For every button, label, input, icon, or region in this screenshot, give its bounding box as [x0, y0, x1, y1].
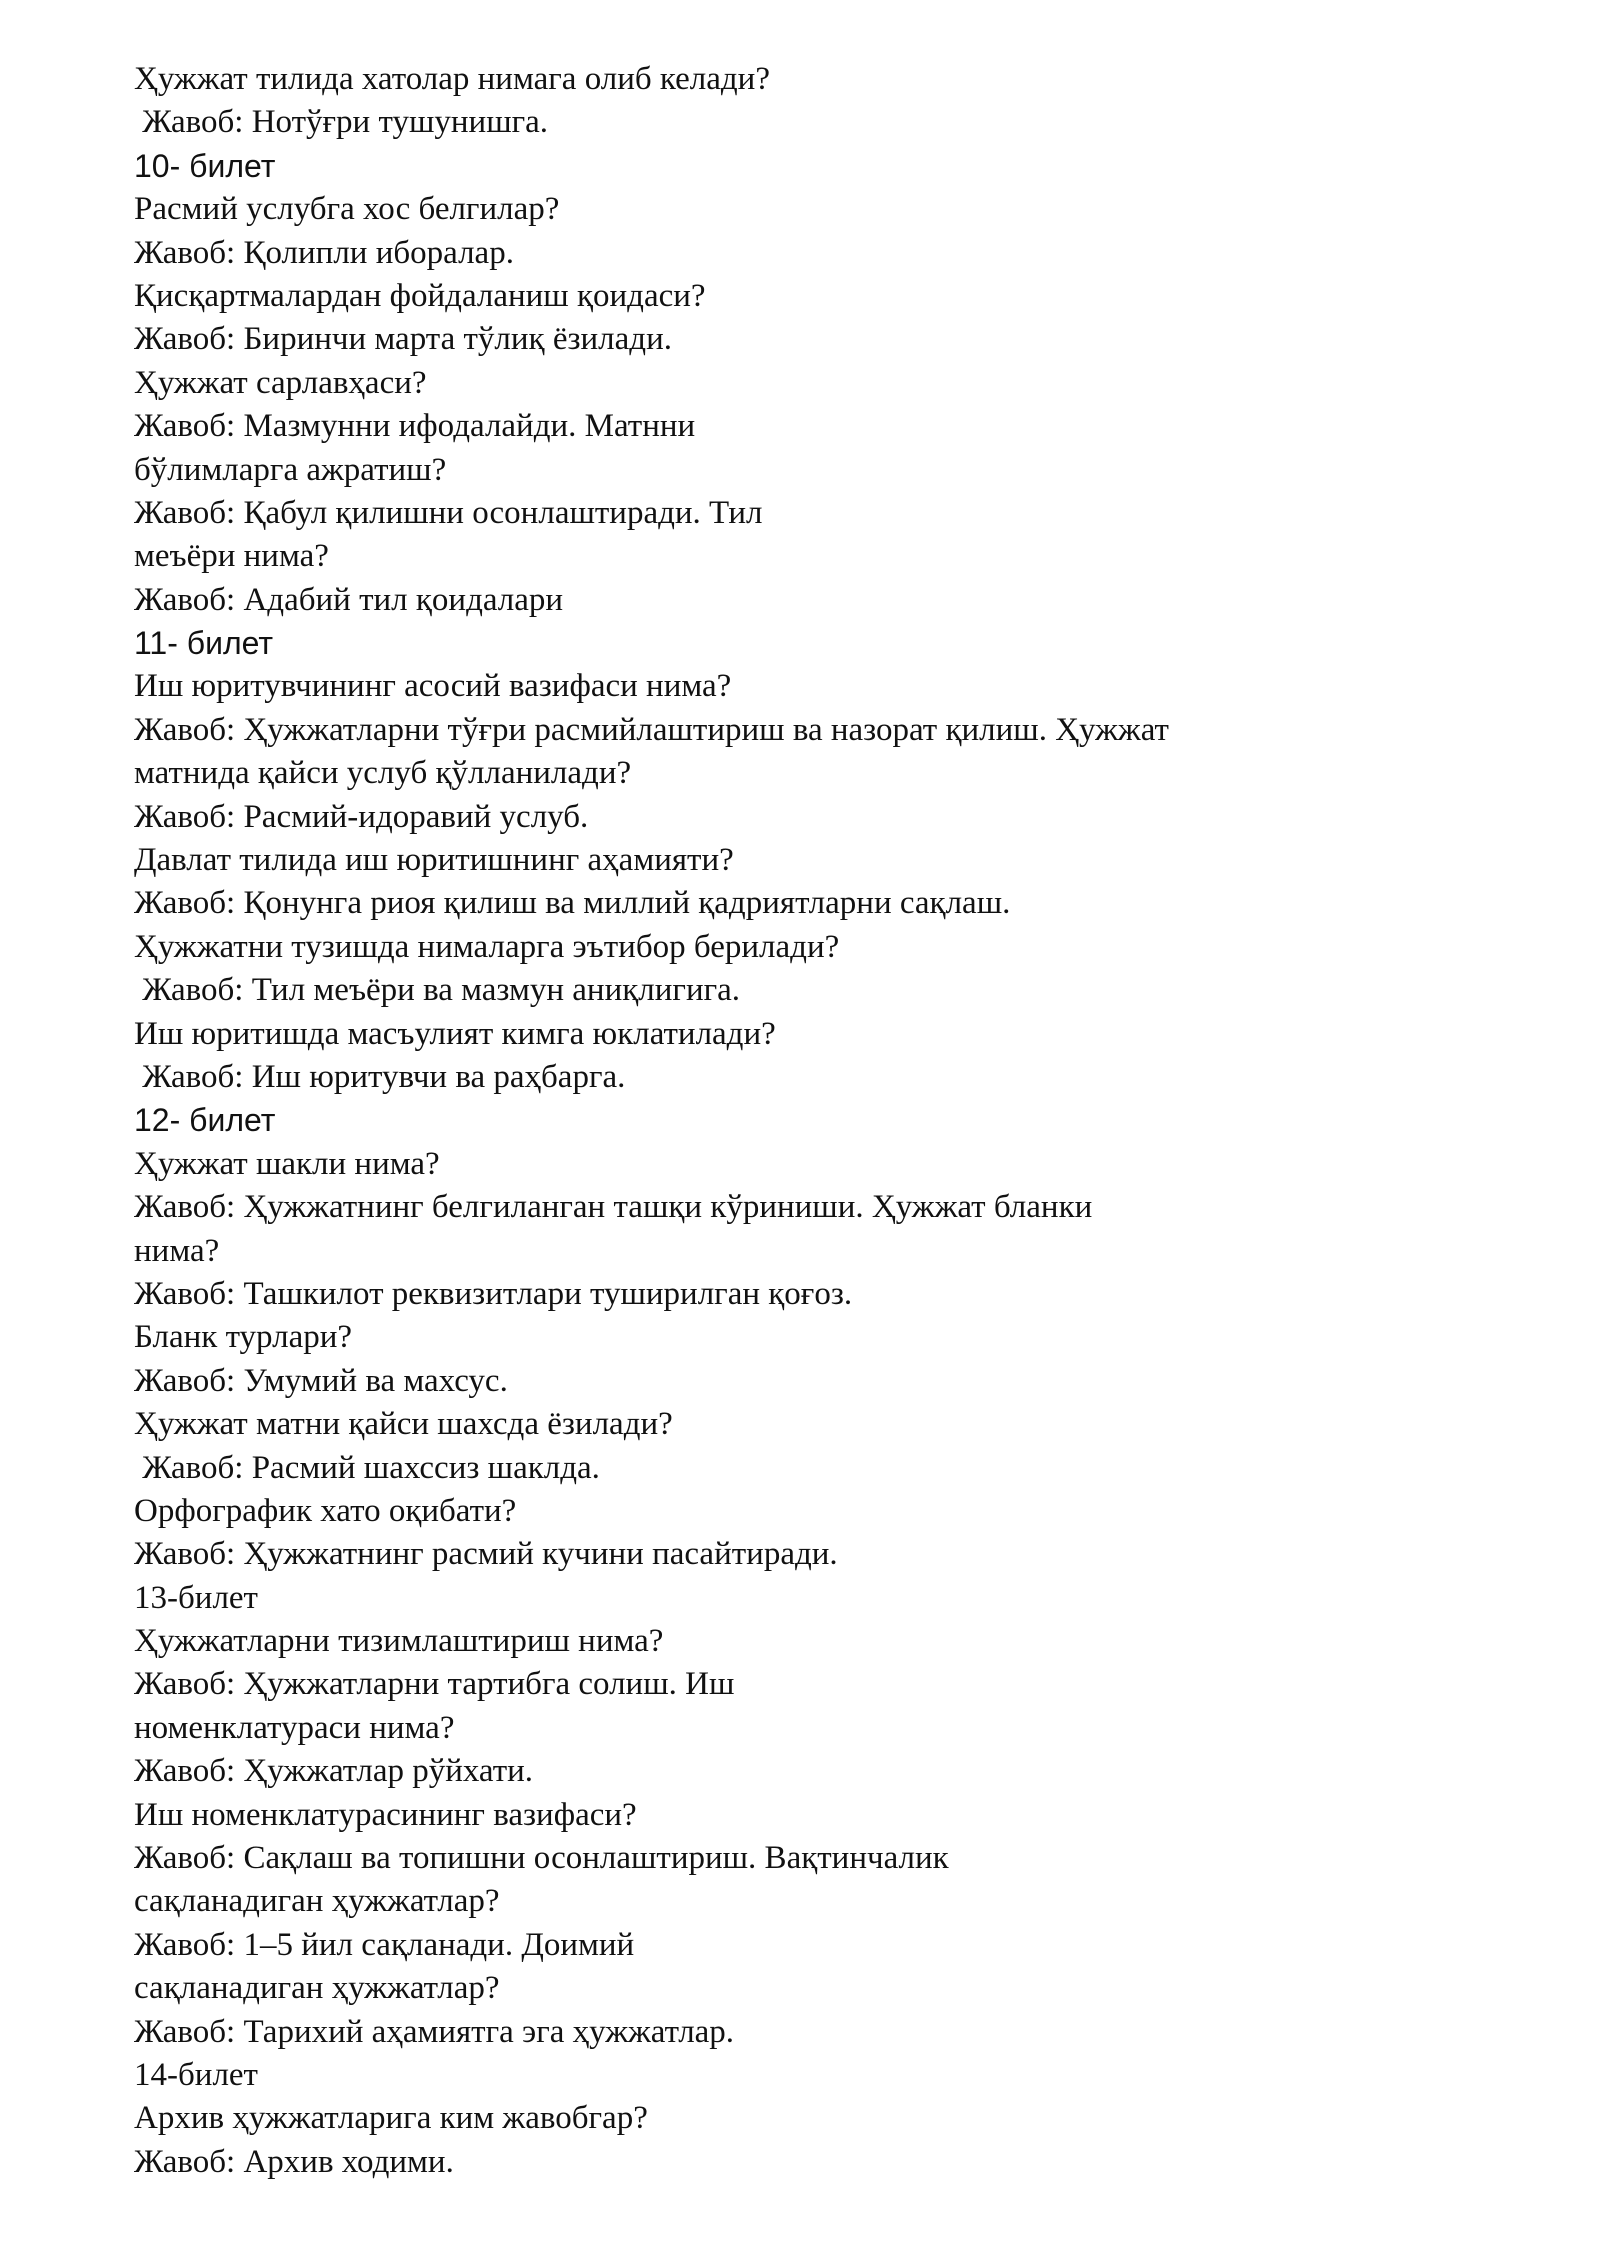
question-line: сақланадиган ҳужжатлар?: [134, 1970, 500, 2007]
question-line: Иш юритувчининг асосий вазифаси нима?: [134, 668, 732, 705]
answer-line: Жавоб: Сақлаш ва топишни осонлаштириш. Вақтинчалик: [134, 1840, 949, 1877]
answer-line: Жавоб: Биринчи марта тўлиқ ёзилади.: [134, 321, 672, 358]
question-line: Орфографик хато оқибати?: [134, 1492, 517, 1529]
question-line: Ҳужжатни тузишда нималарга эътибор берилади?: [134, 928, 840, 965]
answer-line: Жавоб: Ҳужжатлар рўйхати.: [134, 1753, 534, 1790]
answer-line: Жавоб: Ҳужжатнинг расмий кучини пасайтиради.: [134, 1536, 838, 1573]
ticket-heading: 11- билет: [134, 625, 274, 662]
question-line: Расмий услубга хос белгилар?: [134, 191, 560, 228]
answer-line: Жавоб: Ҳужжатларни тартибга солиш. Иш: [134, 1666, 735, 1703]
question-line: нима?: [134, 1232, 220, 1269]
question-line: Ҳужжат сарлавҳаси?: [134, 364, 427, 401]
ticket-heading: 13-билет: [134, 1579, 258, 1616]
answer-line: Жавоб: Тарихий аҳамиятга эга ҳужжатлар.: [134, 2013, 735, 2050]
ticket-heading: 10- билет: [134, 147, 276, 184]
question-line: сақланадиган ҳужжатлар?: [134, 1883, 500, 1920]
answer-line: Жавоб: 1–5 йил сақланади. Доимий: [134, 1926, 635, 1963]
answer-line: Жавоб: Расмий шахссиз шаклда.: [134, 1449, 600, 1486]
question-line: номенклатураси нима?: [134, 1709, 455, 1746]
answer-line: Жавоб: Расмий-идоравий услуб.: [134, 798, 589, 835]
question-line: Ҳужжат матни қайси шахсда ёзилади?: [134, 1406, 673, 1443]
answer-line: Жавоб: Қабул қилишни осонлаштиради. Тил: [134, 494, 763, 531]
ticket-heading: 12- билет: [134, 1102, 276, 1139]
question-line: Ҳужжатларни тизимлаштириш нима?: [134, 1623, 664, 1660]
answer-line: Жавоб: Нотўғри тушунишга.: [134, 104, 549, 141]
question-line: матнида қайси услуб қўлланилади?: [134, 755, 632, 792]
question-line: Бланк турлари?: [134, 1319, 353, 1356]
question-line: Архив ҳужжатларига ким жавобгар?: [134, 2100, 648, 2137]
answer-line: Жавоб: Мазмунни ифодалайди. Матнни: [134, 408, 696, 445]
answer-line: Жавоб: Адабий тил қоидалари: [134, 581, 564, 618]
answer-line: Жавоб: Қонунга риоя қилиш ва миллий қадриятларни сақлаш.: [134, 885, 1011, 922]
answer-line: Жавоб: Тил меъёри ва мазмун аниқлигига.: [134, 972, 741, 1009]
question-line: Иш номенклатурасининг вазифаси?: [134, 1796, 637, 1833]
answer-line: Жавоб: Умумий ва махсус.: [134, 1362, 508, 1399]
ticket-heading: 14-билет: [134, 2056, 258, 2093]
answer-line: Жавоб: Ҳужжатнинг белгиланган ташқи кўриниши. Ҳужжат бланки: [134, 1189, 1093, 1226]
answer-line: Жавоб: Ҳужжатларни тўғри расмийлаштириш ва назорат қилиш. Ҳужжат: [134, 711, 1169, 748]
answer-line: Жавоб: Ташкилот реквизитлари туширилган қоғоз.: [134, 1275, 853, 1312]
document-text-body: [134, 58, 1494, 2184]
question-line: Ҳужжат шакли нима?: [134, 1145, 440, 1182]
question-line: Қисқартмалардан фойдаланиш қоидаси?: [134, 277, 706, 314]
answer-line: Жавоб: Қолипли иборалар.: [134, 234, 514, 271]
question-line: бўлимларга ажратиш?: [134, 451, 447, 488]
answer-line: Жавоб: Иш юритувчи ва раҳбарга.: [134, 1058, 626, 1095]
question-line: Иш юритишда масъулият кимга юклатилади?: [134, 1015, 776, 1052]
answer-line: Жавоб: Архив ходими.: [134, 2143, 454, 2180]
question-line: меъёри нима?: [134, 538, 329, 575]
question-line: Давлат тилида иш юритишнинг аҳамияти?: [134, 842, 734, 879]
question-line: Ҳужжат тилида хатолар нимага олиб келади?: [134, 61, 770, 97]
